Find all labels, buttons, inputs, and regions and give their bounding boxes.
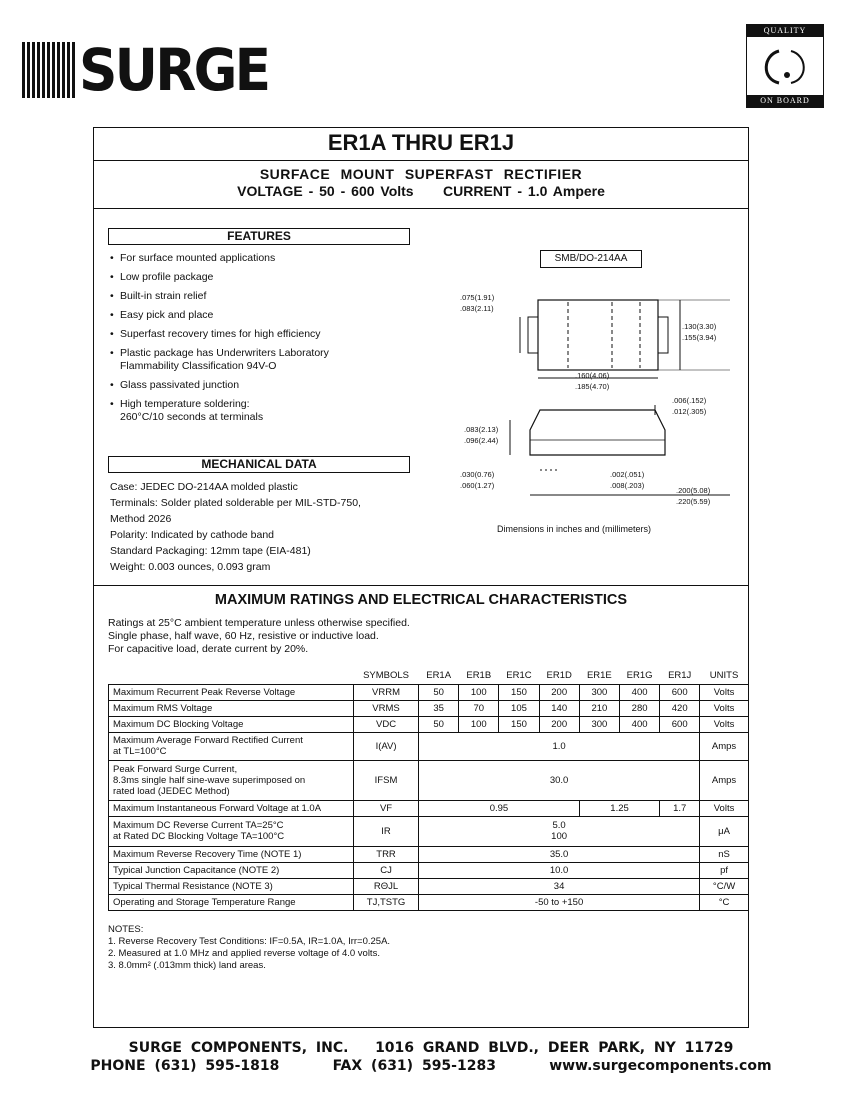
value-cell: 150: [499, 716, 539, 732]
feature-text: High temperature soldering:: [120, 398, 250, 410]
product-subtitle: SURFACE MOUNT SUPERFAST RECTIFIER: [259, 166, 583, 182]
value-cell: 200: [539, 684, 579, 700]
feature-text: Easy pick and place: [120, 309, 214, 321]
column-header: ER1A: [419, 668, 459, 684]
divider: [93, 585, 749, 586]
symbol-cell: RΘJL: [353, 878, 418, 894]
bullet-icon: •: [110, 309, 114, 321]
symbol-cell: VF: [353, 800, 418, 816]
param-cell: Maximum RMS Voltage: [109, 700, 354, 716]
logo-wordmark: SURGE: [79, 36, 269, 104]
divider: [93, 208, 749, 209]
value-cell: 35: [419, 700, 459, 716]
param-cell: Typical Junction Capacitance (NOTE 2): [109, 862, 354, 878]
dim-label: .012(.305): [672, 407, 707, 416]
value-cell: 5.0 100: [419, 816, 700, 846]
column-header: UNITS: [700, 668, 749, 684]
symbol-cell: VRMS: [353, 700, 418, 716]
feature-text: 260°C/10 seconds at terminals: [120, 411, 264, 423]
value-cell: 600: [660, 684, 700, 700]
package-outline-drawing: [450, 280, 750, 510]
value-cell: 105: [499, 700, 539, 716]
table-row: [109, 894, 749, 910]
param-cell: Typical Thermal Resistance (NOTE 3): [109, 878, 354, 894]
unit-cell: Amps: [700, 732, 749, 760]
symbol-cell: CJ: [353, 862, 418, 878]
bullet-icon: •: [110, 398, 114, 410]
divider: [93, 160, 749, 161]
table-row: [109, 668, 749, 684]
dim-label: .083(2.11): [460, 304, 494, 313]
features-list: [110, 252, 410, 430]
features-header-box: [108, 228, 410, 245]
mechanical-line: Weight: 0.003 ounces, 0.093 gram: [110, 561, 271, 573]
column-header: ER1E: [579, 668, 619, 684]
param-cell: Maximum Recurrent Peak Reverse Voltage: [109, 684, 354, 700]
table-row: [109, 732, 749, 760]
ratings-intro-line: For capacitive load, derate current by 20%.: [108, 643, 309, 655]
feature-text: For surface mounted applications: [120, 252, 276, 264]
table-row: [109, 684, 749, 700]
feature-item: [110, 309, 410, 322]
value-cell: 140: [539, 700, 579, 716]
value-cell: 1.25: [579, 800, 659, 816]
mechanical-line: Polarity: Indicated by cathode band: [110, 529, 275, 541]
value-cell: 0.95: [419, 800, 580, 816]
notes: [108, 924, 390, 972]
table-row: [109, 878, 749, 894]
value-cell: 300: [579, 684, 619, 700]
quality-badge: [746, 24, 824, 108]
value-cell: 34: [419, 878, 700, 894]
surge-logo: [22, 36, 285, 104]
value-cell: 280: [619, 700, 659, 716]
value-cell: 600: [660, 716, 700, 732]
param-cell: Maximum DC Reverse Current TA=25°C at Rated DC Blocking Voltage TA=100°C: [109, 816, 354, 846]
bullet-icon: •: [110, 252, 114, 264]
param-cell: Peak Forward Surge Current, 8.3ms single half sine-wave superimposed on rated load (JEDEC Method): [109, 760, 354, 800]
table-row: [109, 716, 749, 732]
param-cell: Operating and Storage Temperature Range: [109, 894, 354, 910]
voltage-current-rating: VOLTAGE - 50 - 600 Volts CURRENT - 1.0 Ampere: [237, 183, 605, 199]
value-cell: 100: [459, 716, 499, 732]
value-cell: 300: [579, 716, 619, 732]
ratings-intro-line: Single phase, half wave, 60 Hz, resistive or inductive load.: [108, 630, 379, 642]
param-cell: Maximum Instantaneous Forward Voltage at 1.0A: [109, 800, 354, 816]
value-cell: 1.7: [660, 800, 700, 816]
mechanical-line: Case: JEDEC DO-214AA molded plastic: [110, 481, 298, 493]
symbol-cell: TRR: [353, 846, 418, 862]
package-label: SMB/DO-214AA: [540, 250, 642, 268]
column-header: ER1D: [539, 668, 579, 684]
value-cell: 400: [619, 684, 659, 700]
ratings-table: [108, 668, 749, 911]
feature-item: [110, 290, 410, 303]
column-header: ER1C: [499, 668, 539, 684]
dim-label: .075(1.91): [460, 293, 495, 302]
dim-label: .060(1.27): [460, 481, 495, 490]
value-cell: 200: [539, 716, 579, 732]
header-cell: [109, 668, 354, 684]
feature-text: Superfast recovery times for high efficiency: [120, 328, 321, 340]
note-line: 2. Measured at 1.0 MHz and applied reverse voltage of 4.0 volts.: [108, 948, 380, 959]
column-header: ER1G: [619, 668, 659, 684]
symbol-cell: VDC: [353, 716, 418, 732]
table-row: [109, 700, 749, 716]
table-row: [109, 800, 749, 816]
unit-cell: Amps: [700, 760, 749, 800]
symbol-cell: VRRM: [353, 684, 418, 700]
table-row: [109, 846, 749, 862]
unit-cell: μA: [700, 816, 749, 846]
param-cell: Maximum Average Forward Rectified Current at TL=100°C: [109, 732, 354, 760]
value-cell: -50 to +150: [419, 894, 700, 910]
dimensions-caption: Dimensions in inches and (millimeters): [497, 524, 652, 534]
dim-label: .220(5.59): [676, 497, 711, 506]
unit-cell: °C/W: [700, 878, 749, 894]
ratings-heading: MAXIMUM RATINGS AND ELECTRICAL CHARACTERISTICS: [214, 592, 628, 608]
column-header: SYMBOLS: [353, 668, 418, 684]
value-cell: 210: [579, 700, 619, 716]
feature-item: [110, 398, 410, 424]
symbol-cell: IFSM: [353, 760, 418, 800]
bullet-icon: •: [110, 347, 114, 359]
value-cell: 420: [660, 700, 700, 716]
symbol-cell: IR: [353, 816, 418, 846]
table-row: [109, 816, 749, 846]
ratings-intro-line: Ratings at 25°C ambient temperature unless otherwise specified.: [108, 617, 410, 629]
bullet-icon: •: [110, 379, 114, 391]
dim-label: .130(3.30): [682, 322, 717, 331]
ratings-intro: [108, 617, 410, 656]
mechanical-line: Terminals: Solder plated solderable per MIL-STD-750,: [110, 497, 361, 509]
mechanical-line: Method 2026: [110, 513, 172, 525]
dim-label: .185(4.70): [575, 382, 610, 391]
badge-bottom-text: ON BOARD: [747, 95, 823, 107]
feature-text: Glass passivated junction: [120, 379, 240, 391]
part-title: ER1A THRU ER1J: [327, 130, 515, 155]
column-header: ER1B: [459, 668, 499, 684]
badge-swirl-icon: [757, 43, 813, 91]
bullet-icon: •: [110, 328, 114, 340]
value-cell: 100: [459, 684, 499, 700]
table-row: [109, 760, 749, 800]
feature-text: Plastic package has Underwriters Laboratory: [120, 347, 329, 359]
unit-cell: Volts: [700, 800, 749, 816]
param-cell: Maximum Reverse Recovery Time (NOTE 1): [109, 846, 354, 862]
value-cell: 150: [499, 684, 539, 700]
badge-top-text: QUALITY: [747, 25, 823, 37]
unit-cell: Volts: [700, 684, 749, 700]
feature-text: Low profile package: [120, 271, 214, 283]
table-row: [109, 862, 749, 878]
column-header: ER1J: [660, 668, 700, 684]
feature-item: [110, 252, 410, 265]
feature-text: Flammability Classification 94V-O: [120, 360, 277, 372]
feature-item: [110, 271, 410, 284]
dim-label: .083(2.13): [464, 425, 499, 434]
value-cell: 50: [419, 684, 459, 700]
bullet-icon: •: [110, 290, 114, 302]
unit-cell: pf: [700, 862, 749, 878]
mechanical-data-list: [110, 481, 430, 577]
dim-label: .006(.152): [672, 396, 707, 405]
dim-label: .030(0.76): [460, 470, 495, 479]
unit-cell: °C: [700, 894, 749, 910]
mechanical-heading: MECHANICAL DATA: [201, 457, 317, 471]
feature-item: [110, 379, 410, 392]
dim-label: .008(.203): [610, 481, 645, 490]
mechanical-line: Standard Packaging: 12mm tape (EIA-481): [110, 545, 311, 557]
value-cell: 30.0: [419, 760, 700, 800]
note-line: 3. 8.0mm² (.013mm thick) land areas.: [108, 960, 266, 971]
company-contact: PHONE (631) 595-1818 FAX (631) 595-1283 www.surgecomponents.com: [90, 1058, 772, 1074]
mechanical-header-box: [108, 456, 410, 473]
value-cell: 10.0: [419, 862, 700, 878]
dim-label: .160(4.06): [575, 371, 610, 380]
symbol-cell: I(AV): [353, 732, 418, 760]
company-address: SURGE COMPONENTS, INC. 1016 GRAND BLVD., DEER PARK, NY 11729: [128, 1040, 734, 1056]
unit-cell: nS: [700, 846, 749, 862]
unit-cell: Volts: [700, 700, 749, 716]
unit-cell: Volts: [700, 716, 749, 732]
note-line: 1. Reverse Recovery Test Conditions: IF=0.5A, IR=1.0A, Irr=0.25A.: [108, 936, 391, 947]
value-cell: 50: [419, 716, 459, 732]
features-heading: FEATURES: [227, 229, 291, 243]
symbol-cell: TJ,TSTG: [353, 894, 418, 910]
feature-item: [110, 328, 410, 341]
value-cell: 400: [619, 716, 659, 732]
logo-bars-graphic: [22, 42, 77, 98]
bullet-icon: •: [110, 271, 114, 283]
dim-label: .002(.051): [610, 470, 645, 479]
value-cell: 1.0: [419, 732, 700, 760]
value-cell: 35.0: [419, 846, 700, 862]
feature-item: [110, 347, 410, 373]
dim-label: .096(2.44): [464, 436, 499, 445]
value-cell: 70: [459, 700, 499, 716]
notes-heading: NOTES:: [108, 924, 144, 935]
feature-text: Built-in strain relief: [120, 290, 207, 302]
dim-label: .200(5.08): [676, 486, 711, 495]
dim-label: .155(3.94): [682, 333, 717, 342]
param-cell: Maximum DC Blocking Voltage: [109, 716, 354, 732]
